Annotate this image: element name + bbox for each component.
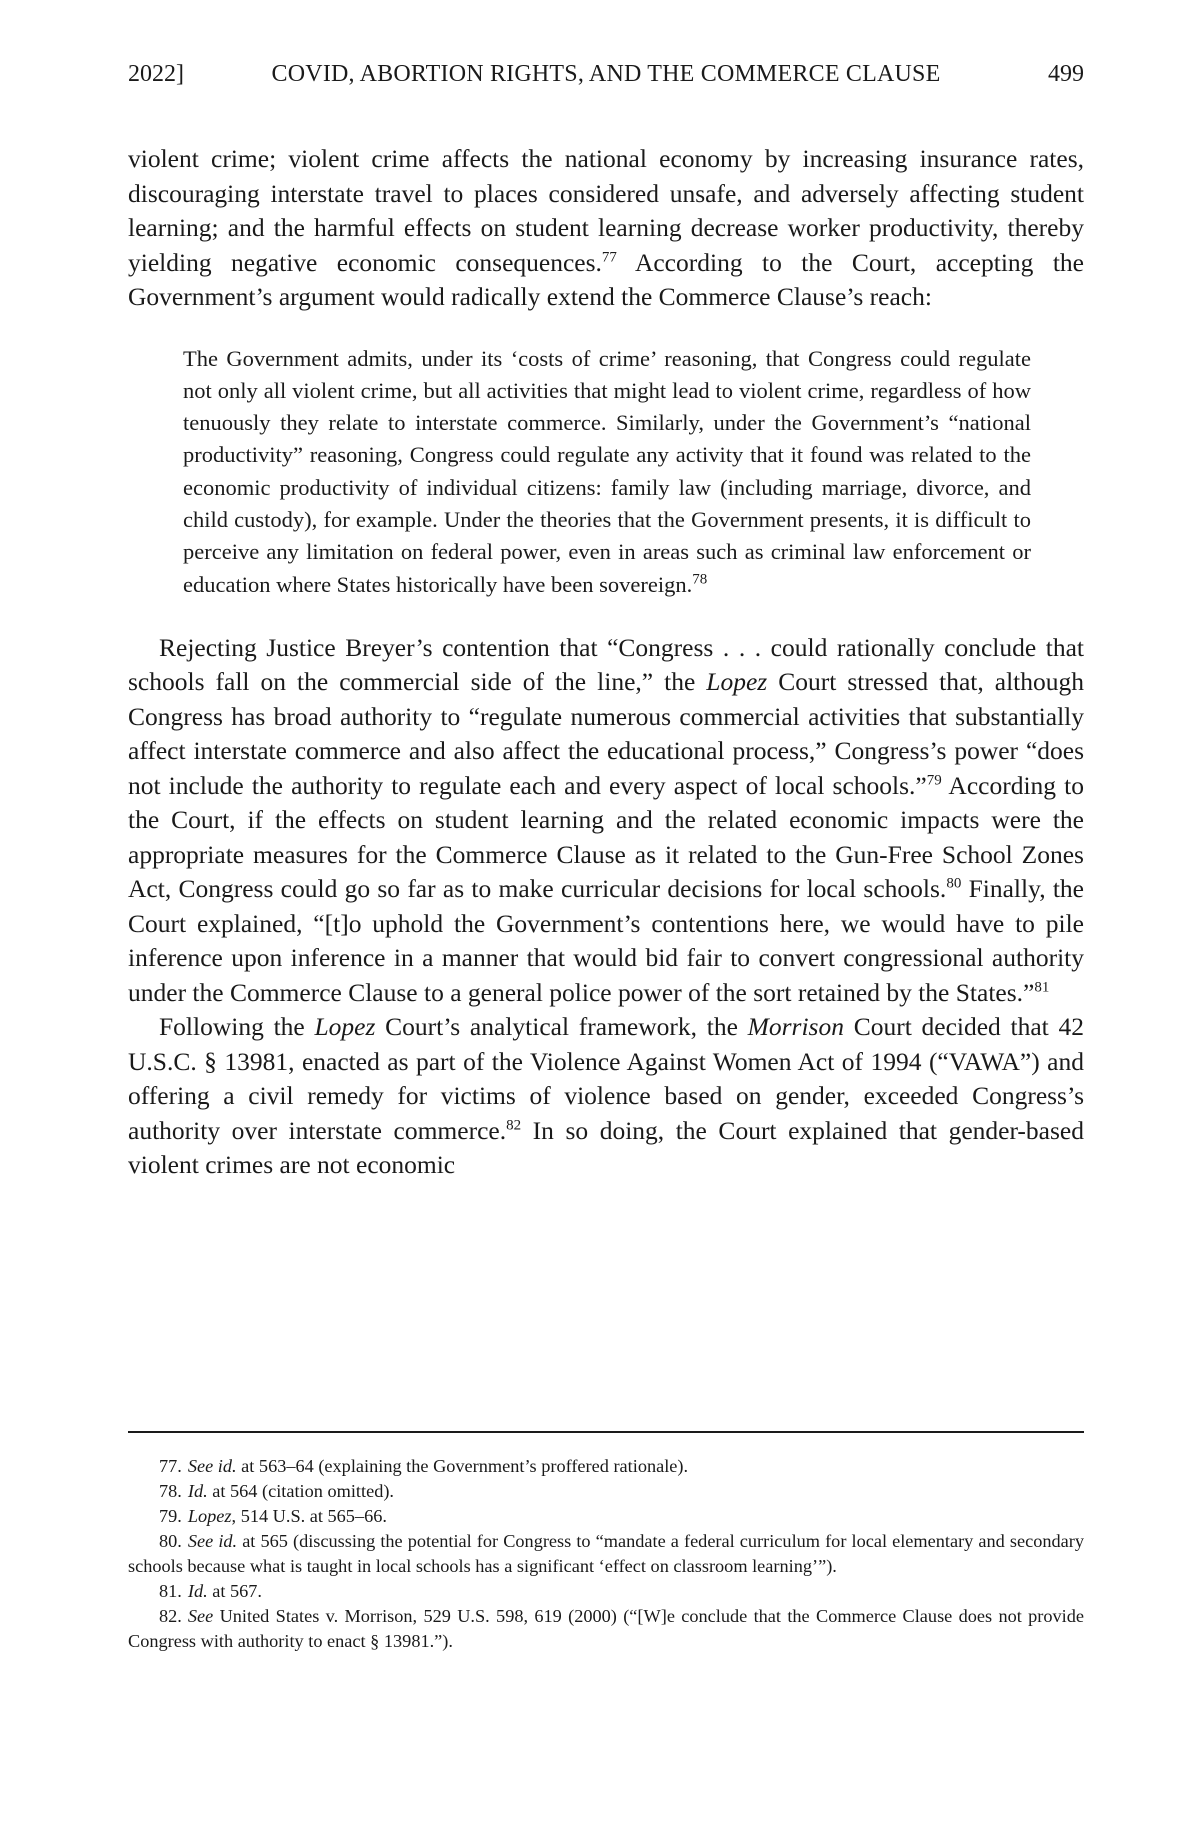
case-name: Morrison — [747, 1012, 844, 1042]
footnote-82: 82. See United States v. Morrison, 529 U.S. 598, 619 (2000) (“[W]e conclude that the Commerce Clause does not provide Congress with authority to enact § 13981.”). — [128, 1606, 1084, 1651]
paragraph-3: Following the Lopez Court’s analytical framework, the Morrison Court decided that 42 U.S.C. § 13981, enacted as part of the Violence Against Women Act of 1994 (“VAWA”) and offering a civil remedy for victims of violence based on gender, exceeded Congress’s authority over interstate commerce.$^{82}$ In so doing, the Court explained that gender-based violent crimes are not economic — [128, 1012, 1084, 1180]
page-number: 499 — [1048, 61, 1084, 87]
footnote-ref-80: 80 — [946, 875, 962, 892]
case-name: Lopez — [314, 1012, 376, 1042]
footnote-ref-81: 81 — [1034, 979, 1050, 996]
running-header — [128, 56, 1084, 92]
footnote-78: 78. Id. at 564 (citation omitted). — [159, 1481, 394, 1501]
footnote-ref-82: 82 — [506, 1117, 522, 1134]
header-title: COVID, ABORTION RIGHTS, AND THE COMMERCE CLAUSE — [271, 61, 941, 87]
main-text — [128, 142, 1084, 1183]
footnote-79: 79. Lopez, 514 U.S. at 565–66. — [159, 1506, 387, 1526]
footnote-ref-78: 78 — [692, 571, 708, 588]
case-name: Lopez — [706, 667, 768, 697]
footnotes — [128, 1454, 1084, 1654]
footnote-80: 80. See id. at 565 (discussing the potential for Congress to “mandate a federal curriculum for local elementary and secondary schools because what is taught in local schools has a significant ‘effect on classroom learning’”). — [128, 1531, 1084, 1576]
footnote-81: 81. Id. at 567. — [159, 1581, 262, 1601]
paragraph-2: Rejecting Justice Breyer’s contention that “Congress . . . could rationally conclude that schools fall on the commercial side of the line,” the Lopez Court stressed that, although Congress has broad authority to “regulate numerous commercial activities that substantially affect interstate commerce and also affect the educational process,” Congress’s power “does not include the authority to regulate each and every aspect of local schools.”$^{79}$ According to the Court, if the effects on student learning and the related economic impacts were the appropriate measures for the Commerce Clause as it related to the Gun-Free School Zones Act, Congress could go so far as to make curricular decisions for local schools.$^{80}$ Finally, the Court explained, “[t]o uphold the Government’s contentions here, we would have to pile inference upon inference in a manner that would bid fair to convert congressional authority under the Commerce Clause to a general police power of the sort retained by the States.”$^{81}$ — [128, 632, 1085, 1007]
header-year: 2022] — [128, 61, 184, 87]
paragraph-1: violent crime; violent crime affects the national economy by increasing insurance rates, discouraging interstate travel to places considered unsafe, and adversely affecting student learning; and the harmful effects on student learning decrease worker productivity, thereby yielding negative economic consequences.$^{77}$ According to the Court, accepting the Government’s argument would radically extend the Commerce Clause’s reach: — [128, 144, 1084, 311]
footnote-divider — [128, 1431, 1084, 1433]
block-quote: The Government admits, under its ‘costs of crime’ reasoning, that Congress could regulate not only all violent crime, but all activities that might lead to violent crime, regardless of how tenuously they relate to interstate commerce. Similarly, under the Government’s “national productivity” reasoning, Congress could regulate any activity that it found was related to the economic productivity of individual citizens: family law (including marriage, divorce, and child custody), for example. Under the theories that the Government presents, it is difficult to perceive any limitation on federal power, even in areas such as criminal law enforcement or education where States historically have been sovereign.$^{78}$ — [183, 345, 1031, 597]
footnote-ref-79: 79 — [926, 772, 942, 789]
footnote-ref-77: 77 — [601, 249, 617, 265]
footnote-77: 77. See id. at 563–64 (explaining the Government’s proffered rationale). — [159, 1456, 689, 1476]
